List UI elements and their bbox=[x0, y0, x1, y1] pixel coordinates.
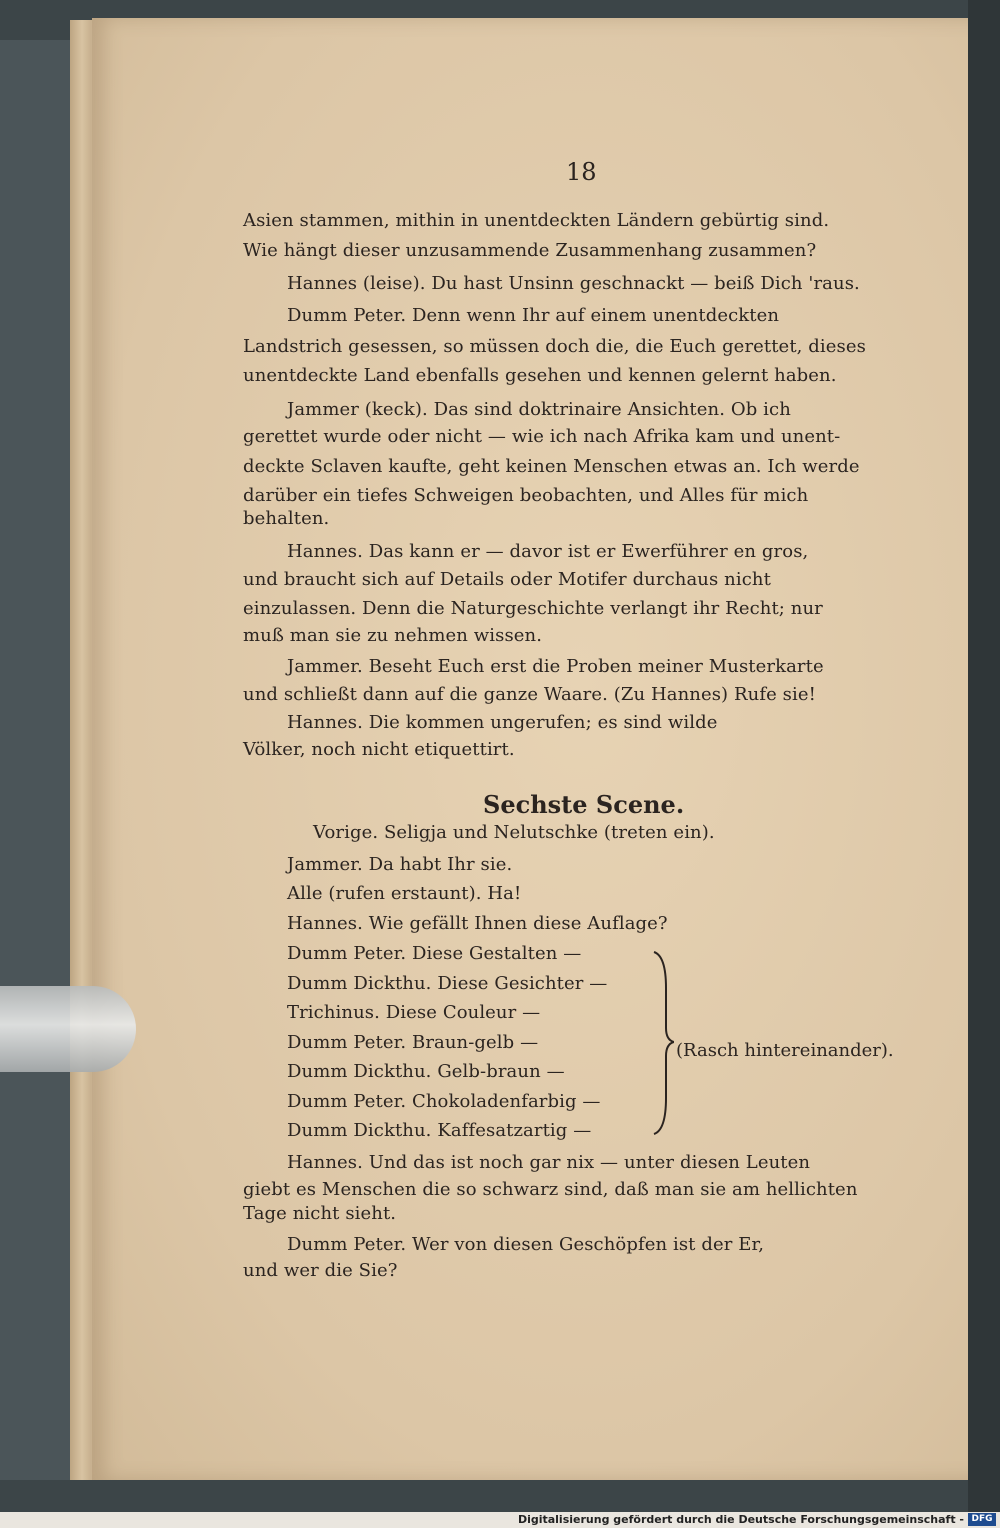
text-line: gerettet wurde oder nicht — wie ich nach Afrika kam und unent- bbox=[243, 426, 841, 447]
text-line: deckte Sclaven kaufte, geht keinen Menschen etwas an. Ich werde bbox=[243, 456, 860, 477]
text-line: und wer die Sie? bbox=[243, 1260, 398, 1281]
scene-line: Trichinus. Diese Couleur — bbox=[287, 1002, 541, 1023]
text-line: und braucht sich auf Details oder Motifer durchaus nicht bbox=[243, 569, 771, 590]
text-line: muß man sie zu nehmen wissen. bbox=[243, 625, 543, 646]
scene-line: Dumm Peter. Chokoladenfarbig — bbox=[287, 1091, 601, 1112]
text-line: behalten. bbox=[243, 508, 330, 529]
scene-line: Alle (rufen erstaunt). Ha! bbox=[287, 883, 522, 904]
scene-heading: Sechste Scene. bbox=[483, 790, 685, 819]
text-line: einzulassen. Denn die Naturgeschichte verlangt ihr Recht; nur bbox=[243, 598, 823, 619]
text-line: Tage nicht sieht. bbox=[243, 1203, 397, 1224]
page-clip bbox=[0, 986, 136, 1072]
page-number: 18 bbox=[566, 158, 597, 186]
dfg-logo: DFG bbox=[968, 1513, 996, 1526]
text-line: Wie hängt dieser unzusammende Zusammenhang zusammen? bbox=[243, 240, 817, 261]
text-line: Hannes. Und das ist noch gar nix — unter diesen Leuten bbox=[287, 1152, 811, 1173]
book-cover-left bbox=[0, 40, 70, 1480]
scene-line: Hannes. Wie gefällt Ihnen diese Auflage? bbox=[287, 913, 668, 934]
text-line: Landstrich gesessen, so müssen doch die, die Euch gerettet, dieses bbox=[243, 336, 866, 357]
text-line: unentdeckte Land ebenfalls gesehen und kennen gelernt haben. bbox=[243, 365, 837, 386]
text-line: Dumm Peter. Wer von diesen Geschöpfen ist der Er, bbox=[287, 1234, 765, 1255]
text-line: Dumm Peter. Denn wenn Ihr auf einem unentdeckten bbox=[287, 305, 780, 326]
brace-note: (Rasch hintereinander). bbox=[676, 1040, 894, 1061]
footer-credit: Digitalisierung gefördert durch die Deutsche Forschungsgemeinschaft - bbox=[517, 1513, 964, 1526]
text-line: Hannes (leise). Du hast Unsinn geschnackt — beiß Dich 'raus. bbox=[287, 273, 860, 294]
scene-line: Dumm Dickthu. Diese Gesichter — bbox=[287, 973, 608, 994]
scene-line: Vorige. Seligja und Nelutschke (treten ein). bbox=[313, 822, 715, 843]
text-line: giebt es Menschen die so schwarz sind, daß man sie am hellichten bbox=[243, 1179, 858, 1200]
book-cover-right bbox=[968, 0, 1000, 1512]
text-line: und schließt dann auf die ganze Waare. (Zu Hannes) Rufe sie! bbox=[243, 684, 816, 705]
text-line: Hannes. Das kann er — davor ist er Ewerführer en gros, bbox=[287, 541, 809, 562]
scene-line: Jammer. Da habt Ihr sie. bbox=[287, 854, 513, 875]
text-line: Völker, noch nicht etiquettirt. bbox=[243, 739, 515, 760]
text-line: darüber ein tiefes Schweigen beobachten, und Alles für mich bbox=[243, 485, 809, 506]
brace-bracket bbox=[652, 948, 674, 1136]
text-line: Hannes. Die kommen ungerufen; es sind wilde bbox=[287, 712, 718, 733]
scene-line: Dumm Dickthu. Gelb-braun — bbox=[287, 1061, 565, 1082]
scene-line: Dumm Peter. Braun-gelb — bbox=[287, 1032, 539, 1053]
text-line: Asien stammen, mithin in unentdeckten Ländern gebürtig sind. bbox=[243, 210, 830, 231]
text-line: Jammer. Beseht Euch erst die Proben meiner Musterkarte bbox=[287, 656, 824, 677]
scene-line: Dumm Dickthu. Kaffesatzartig — bbox=[287, 1120, 592, 1141]
scene-line: Dumm Peter. Diese Gestalten — bbox=[287, 943, 582, 964]
text-line: Jammer (keck). Das sind doktrinaire Ansichten. Ob ich bbox=[287, 399, 791, 420]
